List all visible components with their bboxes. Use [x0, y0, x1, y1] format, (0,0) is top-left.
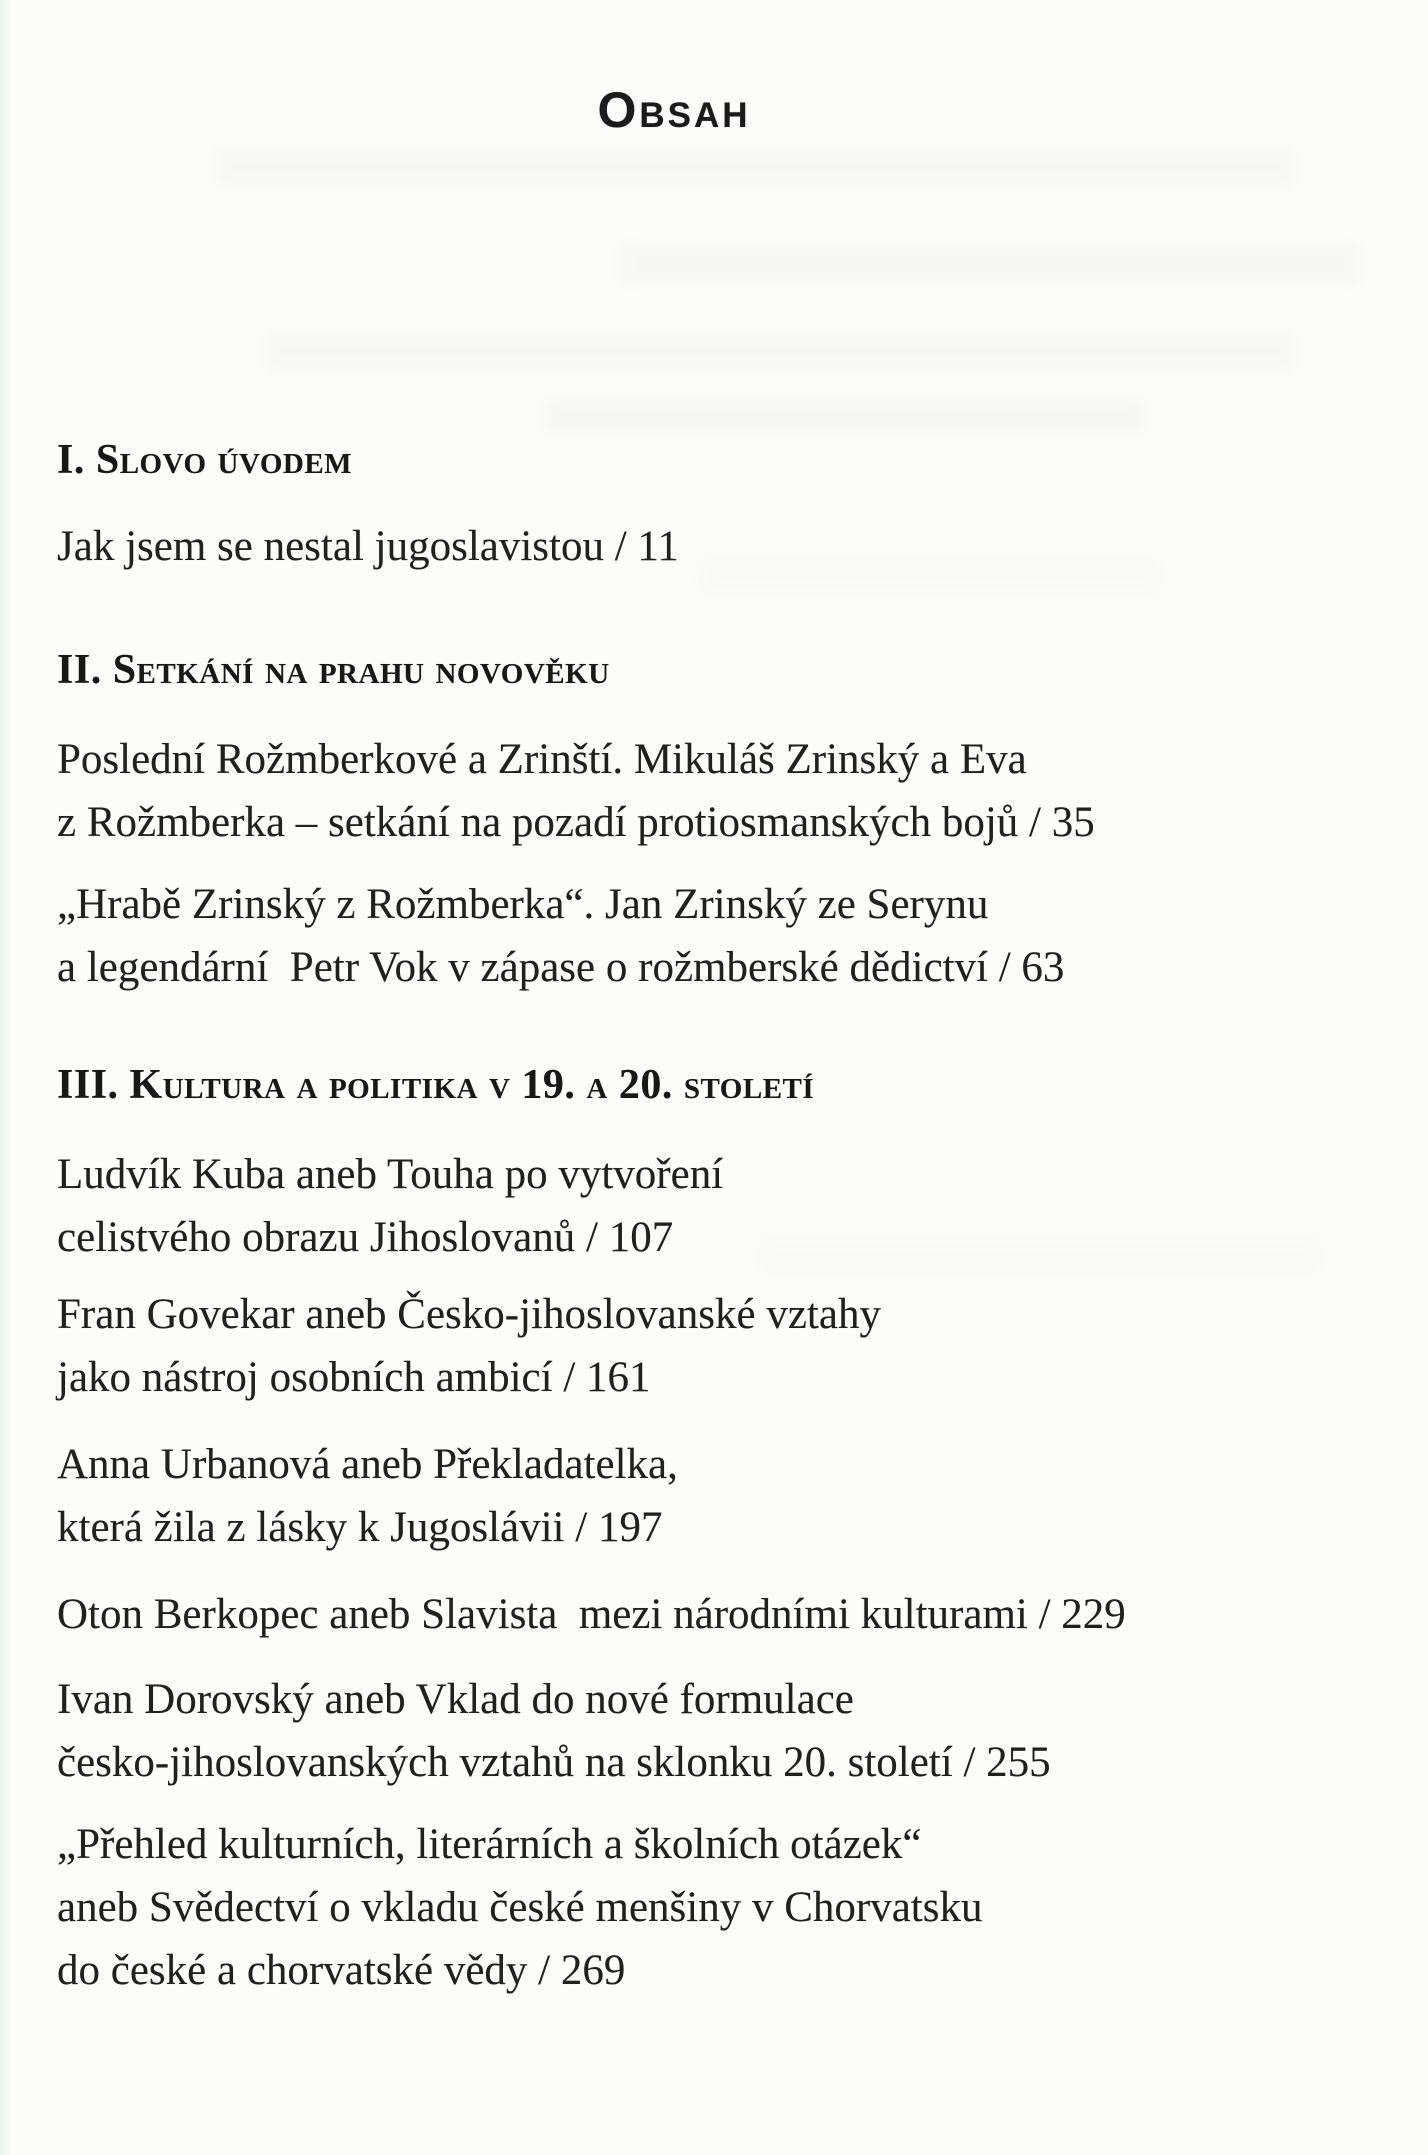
- section-heading-slovo-uvodem: I. Slovo úvodem: [57, 437, 353, 483]
- toc-entry: Anna Urbanová aneb Překladatelka, která žila z lásky k Jugoslávii / 197: [57, 1441, 678, 1551]
- section-heading-setkani-na-prahu-novoveku: II. Setkání na prahu novověku: [57, 647, 610, 693]
- showthrough-artifact: [620, 243, 1360, 285]
- showthrough-artifact: [265, 332, 1295, 370]
- toc-entry: „Hrabě Zrinský z Rožmberka“. Jan Zrinský ze Serynu a legendární Petr Vok v zápase o rožmberské dědictví / 63: [57, 881, 1065, 991]
- section-heading-kultura-a-politika: III. Kultura a politika v 19. a 20. století: [57, 1062, 815, 1108]
- page-title: Obsah: [597, 82, 751, 138]
- toc-entry: Fran Govekar aneb Česko-jihoslovanské vztahy jako nástroj osobních ambicí / 161: [57, 1291, 881, 1401]
- toc-entry: Ludvík Kuba aneb Touha po vytvoření celistvého obrazu Jihoslovanů / 107: [57, 1151, 724, 1261]
- toc-entry: Oton Berkopec aneb Slavista mezi národními kulturami / 229: [57, 1591, 1126, 1638]
- showthrough-artifact: [215, 148, 1295, 186]
- toc-entry: Poslední Rožmberkové a Zrinští. Mikuláš Zrinský a Eva z Rožmberka – setkání na pozadí protiosmanských bojů / 35: [57, 736, 1095, 846]
- toc-entry: „Přehled kulturních, literárních a školních otázek“ aneb Svědectví o vkladu české menšiny v Chorvatsku do české a chorvatské vědy / 269: [57, 1821, 983, 1994]
- toc-entry: Ivan Dorovský aneb Vklad do nové formulace česko-jihoslovanských vztahů na sklonku 20. století / 255: [57, 1676, 1051, 1786]
- showthrough-artifact: [545, 398, 1145, 432]
- toc-entry: Jak jsem se nestal jugoslavistou / 11: [57, 523, 679, 570]
